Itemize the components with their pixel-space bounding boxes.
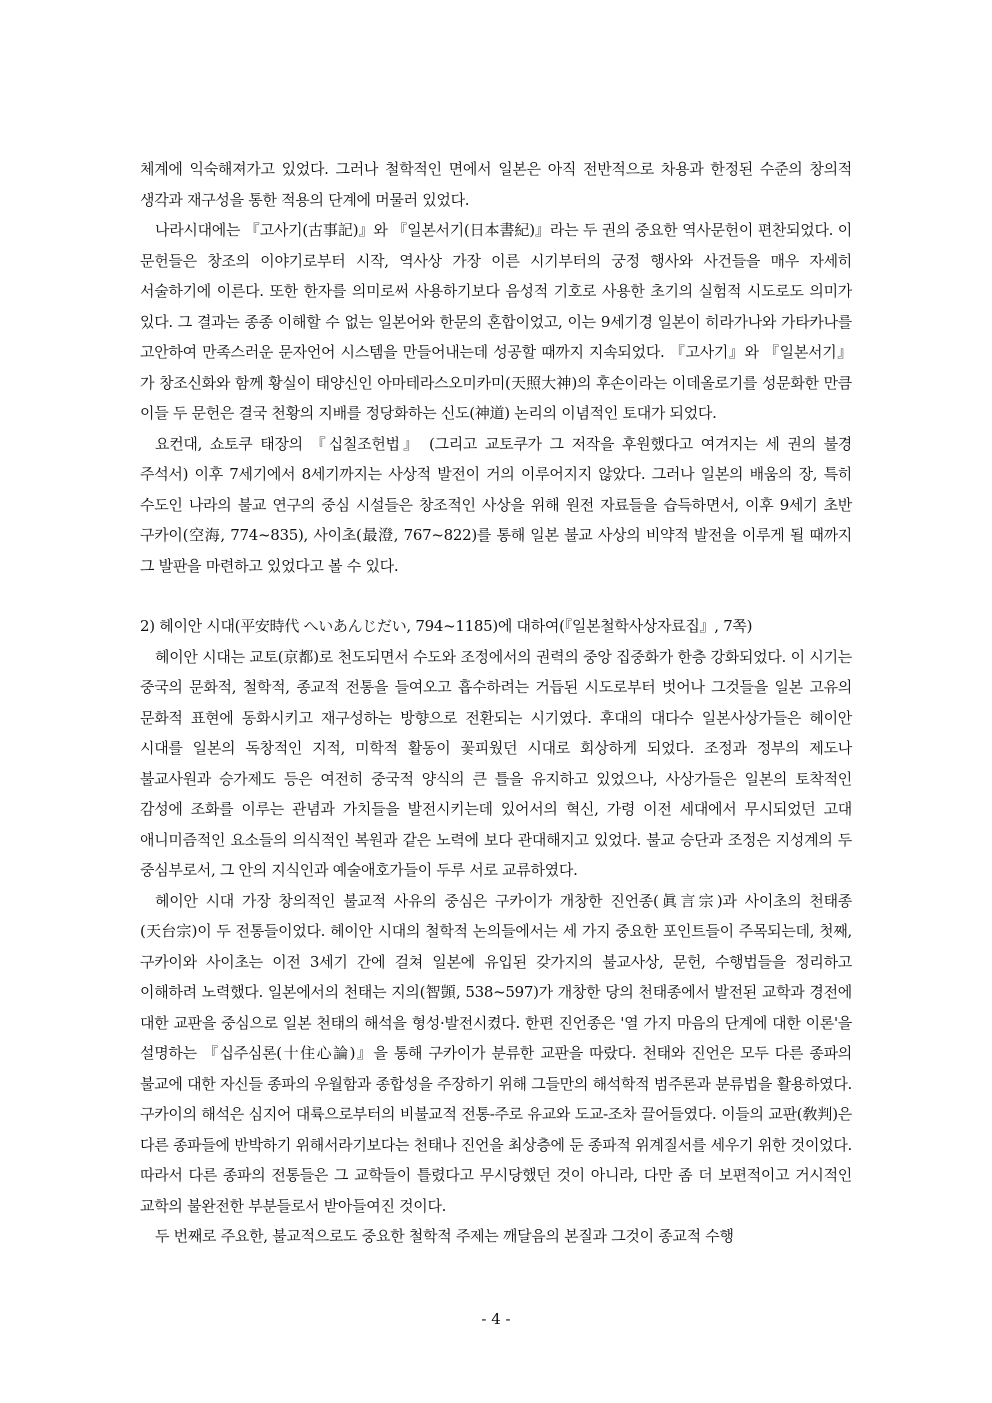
paragraph-6: 두 번째로 주요한, 불교적으로도 중요한 철학적 주제는 깨달음의 본질과 그것이 종교적 수행 (155, 1227, 734, 1245)
section-spacer (140, 581, 852, 611)
paragraph-1: 체계에 익숙해져가고 있었다. 그러나 철학적인 면에서 일본은 아직 전반적으로 차용과 한정된 수준의 창의적 생각과 재구성을 통한 적용의 단계에 머물러 있었다. (140, 160, 852, 209)
paragraph-4: 헤이안 시대는 교토(京都)로 천도되면서 수도와 조정에서의 권력의 중앙 집중화가 한층 강화되었다. 이 시기는 중국의 문화적, 철학적, 종교적 전통을 들여오고 흡수하려는 거듭된 시도로부터 벗어나 그것들을 일본 고유의 문화적 표현에 동화시키고 재구성하는 방향으로 전환되는 시기였다. 후대의 대다수 일본사상가들은 헤이안 시대를 일본의 독창적인 지적, 미학적 활동이 꽃피웠던 시대로 회상하게 되었다. 조정과 정부의 제도나 불교사원과 승가제도 등은 여전히 중국적 양식의 큰 틀을 유지하고 있었으나, 사상가들은 일본의 토착적인 감성에 조화를 이루는 관념과 가치들을 발전시키는데 있어서의 혁신, 가령 이전 세대에서 무시되었던 고대 애니미즘적인 요소들의 의식적인 복원과 같은 노력에 보다 관대해지고 있었다. 불교 승단과 조정은 지성계의 두 중심부로서, 그 안의 지식인과 예술애호가들이 두루 서로 교류하였다. (140, 647, 852, 879)
paragraph-5: 헤이안 시대 가장 창의적인 불교적 사유의 중심은 구카이가 개창한 진언종(眞言宗)과 사이초의 천태종(天台宗)이 두 전통들이었다. 헤이안 시대의 철학적 논의들에서는 세 가지 중요한 포인트들이 주목되는데, 첫째, 구카이와 사이초는 이전 3세기 간에 걸쳐 일본에 유입된 갖가지의 불교사상, 문헌, 수행법들을 정리하고 이해하려 노력했다. 일본에서의 천태는 지의(智顗, 538~597)가 개창한 당의 천태종에서 발전된 교학과 경전에 대한 교판을 중심으로 일본 천태의 해석을 형성·발전시켰다. 한편 진언종은 '열 가지 마음의 단계에 대한 이론'을 설명하는 『십주심론(十住心論)』을 통해 구카이가 분류한 교판을 따랐다. 천태와 진언은 모두 다른 종파의 불교에 대한 자신들 종파의 우월함과 종합성을 주장하기 위해 그들만의 해석학적 범주론과 분류법을 활용하였다. 구카이의 해석은 심지어 대륙으로부터의 비불교적 전통-주로 유교와 도교-조차 끌어들였다. 이들의 교판(敎判)은 다른 종파들에 반박하기 위해서라기보다는 천태나 진언을 최상층에 둔 종파적 위계질서를 세우기 위한 것이었다. 따라서 다른 종파의 전통들은 그 교학들이 틀렸다고 무시당했던 것이 아니라, 다만 좀 더 보편적이고 거시적인 교학의 불완전한 부분들로서 받아들여진 것이다. (140, 891, 852, 1215)
paragraph-3: 요컨대, 쇼토쿠 태장의 『십칠조헌법』 (그리고 교토쿠가 그 저작을 후원했다고 여겨지는 세 권의 불경 주석서) 이후 7세기에서 8세기까지는 사상적 발전이 거의 이루어지지 않았다. 그러나 일본의 배움의 장, 특히 수도인 나라의 불교 연구의 중심 시설들은 창조적인 사상을 위해 원전 자료들을 습득하면서, 이후 9세기 초반 구카이(空海, 774~835), 사이초(最澄, 767~822)를 통해 일본 불교 사상의 비약적 발전을 이루게 될 때까지 그 발판을 마련하고 있었다고 볼 수 있다. (140, 434, 852, 575)
page-number: - 4 - (481, 1310, 511, 1328)
section-heading: 2) 헤이안 시대(平安時代 へいあんじだい, 794~1185)에 대하여(『일본철학사상자료집』, 7쪽) (140, 617, 753, 635)
paragraph-2: 나라시대에는 『고사기(古事記)』와 『일본서기(日本書紀)』라는 두 권의 중요한 역사문헌이 편찬되었다. 이 문헌들은 창조의 이야기로부터 시작, 역사상 가장 이른 시기부터의 궁정 행사와 사건들을 매우 자세히 서술하기에 이른다. 또한 한자를 의미로써 사용하기보다 음성적 기호로 사용한 초기의 실험적 시도로도 의미가 있다. 그 결과는 종종 이해할 수 없는 일본어와 한문의 혼합이었고, 이는 9세기경 일본이 히라가나와 가타카나를 고안하여 만족스러운 문자언어 시스템을 만들어내는데 성공할 때까지 지속되었다. 『고사기』와 『일본서기』가 창조신화와 함께 황실이 태양신인 아마테라스오미카미(天照大神)의 후손이라는 이데올로기를 성문화한 만큼 이들 두 문헌은 결국 천황의 지배를 정당화하는 신도(神道) 논리의 이념적인 토대가 되었다. (140, 221, 852, 422)
document-body (140, 154, 852, 1252)
